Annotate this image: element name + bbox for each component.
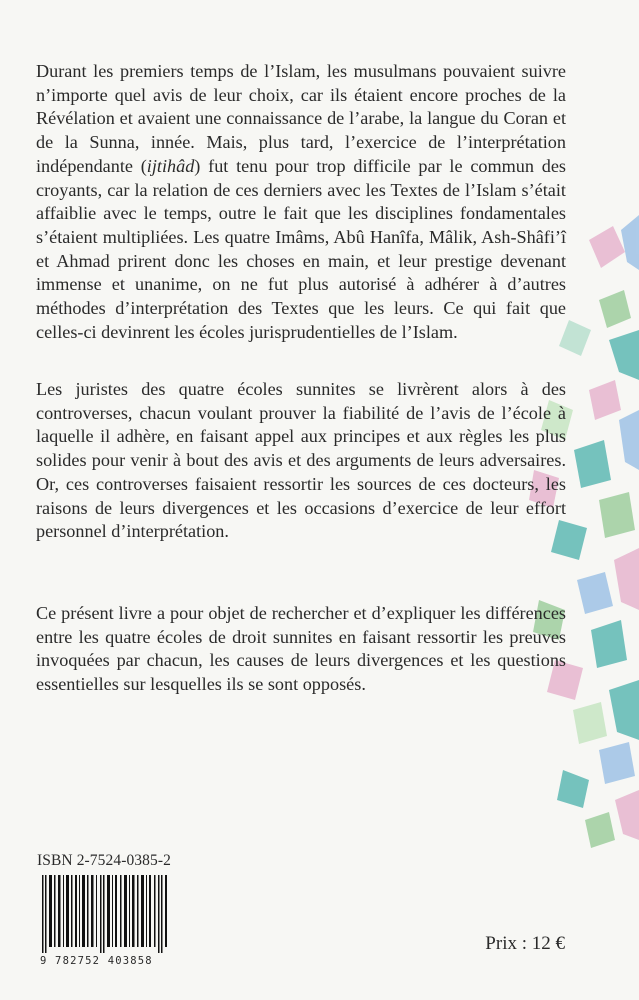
paragraph-controversies: Les juristes des quatre écoles sunnites se livrèrent alors à des controverses, chacun voulant prouver la fiabilité de l’avis de l’école à laquelle il adhère, en faisant appel aux principes et aux règles les plus solides pour venir à bout des avis et des arguments de leurs adversaires. Or, ces controverses faisaient ressortir les sources de ces docteurs, les raisons de leurs divergences et les occasions d’exercice de leur effort personnel d’interprétation. — [36, 379, 566, 542]
price-label: Prix : 12 € — [485, 933, 565, 954]
paragraph-intro-part2: ) fut tenu pour trop difficile par le commun des croyants, car la relation de ces derniers avec les Textes de l’Islam s’était affaiblie avec le temps, outre le fait que les disciplines fondamentales s’étaient multipliées. Les quatre Imâms, Abû Hanîfa, Mâlik, Ash-Shâfi’î et Ahmad prirent donc les choses en main, et leur prestige devenant immense et unanime, on ne fut plus autorisé à adhérer à d’autres méthodes d’interprétation des Textes que les leurs. Ce qui fait que celles-ci devinrent les écoles jurisprudentielles de l’Islam. — [36, 155, 566, 342]
barcode-digits: 9 782752 403858 — [40, 955, 153, 967]
paragraph-purpose: Ce présent livre a pour objet de rechercher et d’expliquer les différences entre les quatre écoles de droit sunnites en faisant ressortir les preuves invoquées par chacun, les causes de leurs divergences et les questions essentielles sur lesquelles ils se sont opposés. — [36, 603, 566, 695]
paragraph-intro — [36, 60, 566, 344]
italic-term: ijtihâd — [146, 155, 195, 176]
barcode — [40, 875, 170, 953]
paragraph-intro-part1: Durant les premiers temps de l’Islam, les musulmans pouvaient suivre n’importe quel avis de leur choix, car ils étaient encore proches de la Révélation et avaient une connaissance de l’arabe, la langue du Coran et de la Sunna, innée. Mais, plus tard, l’exercice de l’interprétation indépendante ( — [36, 61, 566, 176]
isbn-label: ISBN 2-7524-0385-2 — [37, 852, 171, 869]
